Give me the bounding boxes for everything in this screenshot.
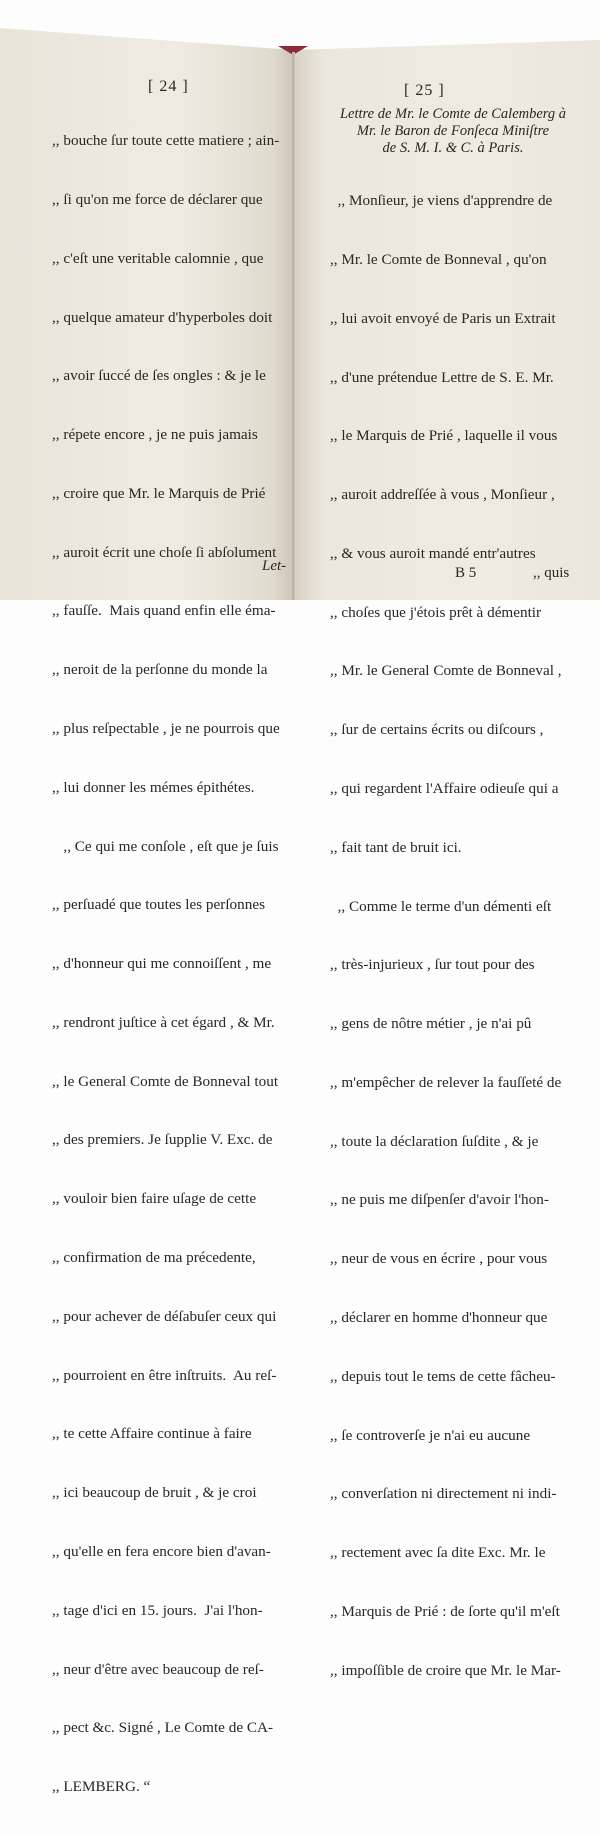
right-page-text [330,152,562,1720]
text-line: ,, des premiers. Je ſupplie V. Exc. de [52,1131,273,1149]
text-line: ,, très-injurieux , ſur tout pour des [330,956,535,974]
text-line: ,, ſur de certains écrits ou diſcours , [330,721,544,739]
text-line: ,, pect &c. Signé , Le Comte de CA- [52,1719,274,1737]
text-line: ,, c'eſt une veritable calomnie , que [52,249,264,267]
text-line: ,, lui avoit envoyé de Paris un Extrait [330,309,556,327]
text-line: ,, d'honneur qui me connoiſſent , me [52,955,272,973]
text-line: ,, depuis tout le tems de cette fâcheu- [330,1367,556,1385]
text-line: ,, répete encore , je ne puis jamais [52,426,258,444]
heading-line: de S. M. I. & C. à Paris. [382,140,524,156]
letter-heading [318,106,588,157]
text-line: ,, pourroient en être inſtruits. Au reſ- [52,1366,277,1384]
text-line: ,, qu'elle en fera encore bien d'avan- [52,1542,271,1560]
text-line: ,, rectement avec ſa dite Exc. Mr. le [330,1544,546,1562]
text-line: ,, choſes que j'étois prêt à démentir [330,603,542,621]
text-line: ,, fauſſe. Mais quand enfin elle éma- [52,602,276,620]
left-page-text [52,92,280,1836]
text-line: ,, d'une prétendue Lettre de S. E. Mr. [330,368,554,386]
text-line: ,, ici beaucoup de bruit , & je croi [52,1484,257,1502]
text-line: ,, neur d'être avec beaucoup de reſ- [52,1660,264,1678]
text-line: ,, ne puis me diſpenſer d'avoir l'hon- [330,1191,549,1209]
text-line: ,, m'empêcher de relever la fauſſeté de [330,1073,562,1091]
text-line: ,, fait tant de bruit ici. [330,838,462,856]
heading-line: Lettre de Mr. le Comte de Calemberg à [339,106,567,122]
text-line: ,, quelque amateur d'hyperboles doit [52,308,273,326]
text-line: ,, le Marquis de Prié , laquelle il vous [330,427,558,445]
heading-line: Mr. le Baron de Fonſeca Miniſtre [356,123,550,139]
text-line: ,, gens de nôtre métier , je n'ai pû [330,1015,532,1033]
text-line: ,, avoir ſuccé de ſes ongles : & je le [52,367,266,385]
text-line: ,, auroit addreſſée à vous , Monſieur , [330,486,555,504]
text-line: ,, Monſieur, je viens d'apprendre de [330,192,553,210]
text-line: ,, toute la déclaration ſuſdite , & je [330,1132,539,1150]
text-line: ,, confirmation de ma précedente, [52,1249,256,1267]
text-line: ,, Ce qui me conſole , eſt que je ſuis [52,837,279,855]
text-line: ,, ſe controverſe je n'ai eu aucune [330,1426,531,1444]
text-line: ,, Mr. le General Comte de Bonneval , [330,662,562,680]
text-line: ,, le General Comte de Bonneval tout [52,1072,279,1090]
text-line: ,, déclarer en homme d'honneur que [330,1309,548,1327]
text-line: ,, auroit écrit une choſe ſi abſolument [52,543,277,561]
text-line: ,, ſi qu'on me force de déclarer que [52,190,263,208]
text-line: ,, neroit de la perſonne du monde la [52,661,268,679]
text-line: ,, & vous auroit mandé entr'autres [330,544,536,562]
text-line: ,, LEMBERG. “ [52,1778,151,1796]
page-number-left: [ 24 ] [148,78,189,95]
page-number-right: [ 25 ] [404,82,445,99]
signature-mark: B 5 [455,565,477,581]
catchword-right: ,, quis [533,565,570,581]
text-line: ,, plus reſpectable , je ne pourrois que [52,720,280,737]
text-line: ,, converſation ni directement ni indi- [330,1485,557,1503]
text-line: ,, qui regardent l'Affaire odieuſe qui a [330,780,559,797]
catchword-left: Let- [262,558,287,574]
text-line: ,, Comme le terme d'un démenti eſt [330,897,552,915]
text-line: ,, pour achever de déſabuſer ceux qui [52,1307,277,1325]
text-line: ,, impoſſible de croire que Mr. le Mar- [330,1661,561,1679]
text-line: ,, lui donner les mémes épithétes. [52,778,255,796]
text-line: ,, croire que Mr. le Marquis de Prié [52,484,266,502]
text-line: ,, bouche ſur toute cette matiere ; ain- [52,132,280,150]
text-line: ,, rendront juſtice à cet égard , & Mr. [52,1013,275,1031]
text-line: ,, neur de vous en écrire , pour vous [330,1250,548,1268]
book-gutter [292,52,295,600]
text-line: ,, perſuadé que toutes les perſonnes [52,896,265,914]
text-line: ,, vouloir bien faire uſage de cette [52,1190,257,1208]
text-line: ,, tage d'ici en 15. jours. J'ai l'hon- [52,1601,263,1619]
text-line: ,, Marquis de Prié : de ſorte qu'il m'eſt [330,1602,560,1620]
text-line: ,, te cette Affaire continue à faire [52,1425,252,1443]
text-line: ,, Mr. le Comte de Bonneval , qu'on [330,250,547,268]
